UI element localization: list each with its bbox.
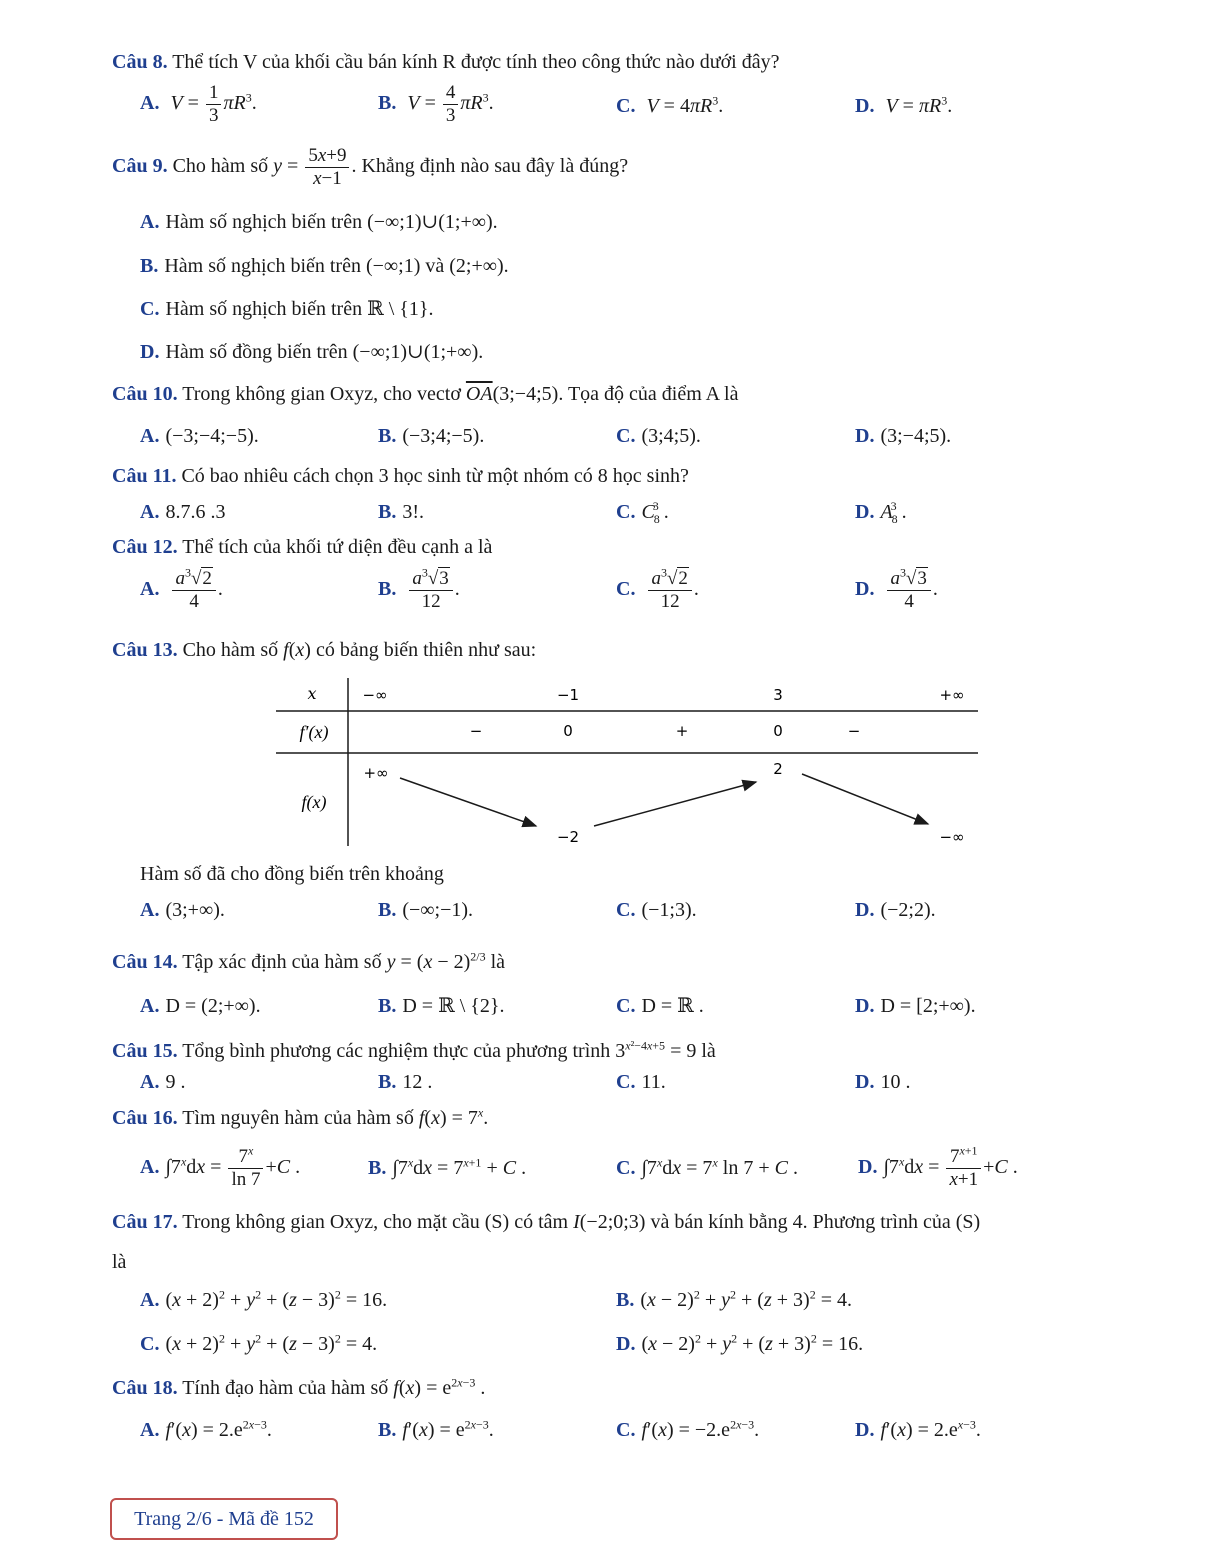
- q8-option-d[interactable]: D. $V = \pi R^3$.: [855, 93, 953, 117]
- q13-option-a[interactable]: A. (3;+∞).: [140, 899, 225, 921]
- q17-label: Câu 17.: [112, 1211, 178, 1233]
- q8-label: Câu 8.: [112, 51, 168, 73]
- q12-option-a[interactable]: A. $\frac{a^3√2}{4}$ .: [140, 565, 223, 612]
- fp-sign: +: [675, 722, 689, 740]
- q8-text: Thể tích V của khối cầu bán kính R được tính theo công thức nào dưới đây?: [172, 51, 780, 73]
- variation-table: [272, 674, 992, 854]
- fp-sign: −: [847, 722, 861, 740]
- x-value: 3: [773, 686, 783, 704]
- q8-option-b[interactable]: B. V = $\frac{4}{3}$ $\pi R^3$.: [378, 82, 494, 126]
- q10-option-a[interactable]: A. (−3;−4;−5).: [140, 425, 259, 447]
- q18-option-c[interactable]: C. $f'(x) = -2.e^{2x-3}$.: [616, 1417, 760, 1441]
- q13-stem: Câu 13. Cho hàm số f(x) có bảng biến thiên như sau:: [112, 639, 537, 661]
- q17-text: Trong không gian Oxyz, cho mặt cầu (S) có tâm: [182, 1211, 569, 1233]
- f-value: 2: [773, 760, 783, 778]
- q16-option-c[interactable]: C. $\int 7^xdx = 7^x$ ln 7 + C .: [616, 1155, 798, 1179]
- q16-pre: Tìm nguyên hàm của hàm số: [182, 1107, 414, 1129]
- q15-post: là: [701, 1040, 716, 1062]
- fp-sign: 0: [773, 722, 783, 740]
- q10-text: Trong không gian Oxyz, cho vectơ: [182, 383, 461, 405]
- q14-option-c[interactable]: C. D = ℝ .: [616, 995, 704, 1017]
- q16-option-d[interactable]: D. $\int 7^xdx$ = $\frac{7^{x+1}}{x+1}$ +C .: [858, 1143, 1018, 1190]
- x-value: −∞: [362, 686, 388, 704]
- q14-stem: Câu 14. Tập xác định của hàm số $y = (x - 2)^{2/3}$ là: [112, 949, 506, 973]
- q10-option-d[interactable]: D. (3;−4;5).: [855, 425, 952, 447]
- q11-text: Có bao nhiêu cách chọn 3 học sinh từ một nhóm có 8 học sinh?: [181, 465, 689, 487]
- arrow-down: [400, 778, 536, 826]
- footer-text: Trang 2/6 - Mã đề 152: [134, 1507, 314, 1530]
- q10-post: . Tọa độ của điểm A là: [558, 383, 739, 405]
- q11-option-b[interactable]: B. 3!.: [378, 501, 425, 523]
- q18-option-b[interactable]: B. $f'(x) = e^{2x-3}$.: [378, 1417, 494, 1441]
- q12-text: Thể tích của khối tứ diện đều cạnh a là: [182, 536, 493, 558]
- q17-stem: Câu 17. Trong không gian Oxyz, cho mặt cầu (S) có tâm I(−2;0;3) và bán kính bằng 4. Phương trình của (S): [112, 1211, 981, 1233]
- q13-option-d[interactable]: D. (−2;2).: [855, 899, 936, 921]
- q13-option-b[interactable]: B. (−∞;−1).: [378, 899, 474, 921]
- q12-option-d[interactable]: D. $\frac{a^3√3}{4}$ .: [855, 565, 938, 612]
- q10-option-b[interactable]: B. (−3;4;−5).: [378, 425, 485, 447]
- q16-option-b[interactable]: B. $\int 7^xdx = 7^{x+1} + C$ .: [368, 1155, 527, 1179]
- f-value: −2: [556, 828, 580, 846]
- q13-option-c[interactable]: C. (−1;3).: [616, 899, 697, 921]
- q12-option-c[interactable]: C. $\frac{a^3√2}{12}$ .: [616, 565, 699, 612]
- q15-pre: Tổng bình phương các nghiệm thực của phương trình: [182, 1040, 611, 1062]
- q13-label: Câu 13.: [112, 639, 178, 661]
- q16-stem: Câu 16. Tìm nguyên hàm của hàm số $f(x) = 7^x$.: [112, 1105, 489, 1129]
- f-value: +∞: [363, 764, 389, 782]
- q17-option-d[interactable]: D. $(x - 2)^2 + y^2 + (z + 3)^2 = 16$.: [616, 1331, 864, 1355]
- q14-pre: Tập xác định của hàm số: [182, 951, 382, 973]
- q14-option-a[interactable]: A. D = (2;+∞).: [140, 995, 261, 1017]
- q9-stem: Câu 9. Cho hàm số y = $\frac{5x+9}{x-1}$ . Khẳng định nào sau đây là đúng?: [112, 145, 629, 189]
- q10-option-c[interactable]: C. (3;4;5).: [616, 425, 701, 447]
- q17-post: và bán kính bằng 4. Phương trình của (S): [650, 1211, 981, 1233]
- q14-option-b[interactable]: B. D = ℝ \ {2}.: [378, 995, 505, 1017]
- q11-option-c[interactable]: C. $C_8^3$ .: [616, 499, 669, 526]
- q15-option-a[interactable]: A. 9 .: [140, 1071, 186, 1093]
- q12-stem: [112, 537, 492, 557]
- table-f-label: f(x): [301, 792, 327, 812]
- q18-label: Câu 18.: [112, 1377, 178, 1399]
- x-value: +∞: [939, 686, 965, 704]
- q8-stem: [112, 52, 779, 72]
- table-x-label: x: [307, 684, 317, 703]
- q17-option-b[interactable]: B. $(x - 2)^2 + y^2 + (z + 3)^2 = 4$.: [616, 1287, 853, 1311]
- q10-label: Câu 10.: [112, 383, 178, 405]
- arrow-down: [802, 774, 928, 824]
- fp-sign: −: [469, 722, 483, 740]
- q11-stem: [112, 466, 689, 486]
- q8-option-c[interactable]: C. $V = 4\pi R^3$.: [616, 93, 724, 117]
- q15-option-b[interactable]: B. 12 .: [378, 1071, 433, 1093]
- q9-option-d[interactable]: D. Hàm số đồng biến trên (−∞;1)∪(1;+∞).: [140, 341, 484, 363]
- q9-option-a[interactable]: A. Hàm số nghịch biến trên (−∞;1)∪(1;+∞).: [140, 211, 498, 233]
- q11-option-d[interactable]: D. $A_8^3$ .: [855, 499, 907, 526]
- q15-option-d[interactable]: D. 10 .: [855, 1071, 911, 1093]
- q11-label: Câu 11.: [112, 465, 177, 487]
- q17-cont: là: [112, 1251, 127, 1273]
- q9-post: . Khẳng định nào sau đây là đúng?: [351, 154, 629, 177]
- q15-label: Câu 15.: [112, 1040, 178, 1062]
- q15-option-c[interactable]: C. 11.: [616, 1071, 666, 1093]
- page-footer: [110, 1498, 338, 1540]
- table-fp-label: f′(x): [299, 722, 329, 742]
- q12-option-b[interactable]: B. $\frac{a^3√3}{12}$ .: [378, 565, 460, 612]
- q18-option-a[interactable]: A. $f'(x) = 2.e^{2x-3}$.: [140, 1417, 272, 1441]
- q9-option-b[interactable]: B. Hàm số nghịch biến trên (−∞;1) và (2;+∞).: [140, 255, 509, 277]
- q18-option-d[interactable]: D. $f'(x) = 2.e^{x-3}$.: [855, 1417, 981, 1441]
- q16-option-a[interactable]: A. $\int 7^xdx$ = $\frac{7^x}{\ln 7}$ +C .: [140, 1143, 301, 1190]
- q17-option-c[interactable]: C. $(x + 2)^2 + y^2 + (z - 3)^2 = 4$.: [140, 1331, 378, 1355]
- q14-label: Câu 14.: [112, 951, 178, 973]
- q13-post: có bảng biến thiên như sau:: [315, 639, 537, 661]
- q12-label: Câu 12.: [112, 536, 178, 558]
- q16-label: Câu 16.: [112, 1107, 178, 1129]
- q13-pre: Cho hàm số: [182, 639, 279, 661]
- arrow-up: [594, 782, 756, 826]
- q14-option-d[interactable]: D. D = [2;+∞).: [855, 995, 976, 1017]
- q14-post: là: [490, 951, 506, 973]
- q11-option-a[interactable]: A. 8.7.6 .3: [140, 501, 226, 523]
- q9-pre: Cho hàm số: [172, 154, 269, 177]
- q18-stem: Câu 18. Tính đạo hàm của hàm số $f(x) = e^{2x-3}$ .: [112, 1375, 486, 1399]
- q9-option-c[interactable]: C. Hàm số nghịch biến trên ℝ \ {1}.: [140, 298, 434, 320]
- q18-pre: Tính đạo hàm của hàm số: [182, 1377, 389, 1399]
- q13-prompt: Hàm số đã cho đồng biến trên khoảng: [140, 863, 444, 885]
- q8-option-a[interactable]: A. V = $\frac{1}{3}$ $\pi R^3$.: [140, 82, 257, 126]
- fp-sign: 0: [563, 722, 573, 740]
- q9-label: Câu 9.: [112, 154, 168, 177]
- q10-stem: Câu 10. Trong không gian Oxyz, cho vectơ $\overline{OA}(3;-4;5)$. Tọa độ của điểm A là: [112, 383, 739, 405]
- f-value: −∞: [939, 828, 965, 846]
- q17-option-a[interactable]: A. $(x + 2)^2 + y^2 + (z - 3)^2 = 16$.: [140, 1287, 388, 1311]
- x-value: −1: [556, 686, 580, 704]
- q15-stem: Câu 15. Tổng bình phương các nghiệm thực của phương trình $3^{x^2-4x+5} = 9$ là: [112, 1038, 716, 1062]
